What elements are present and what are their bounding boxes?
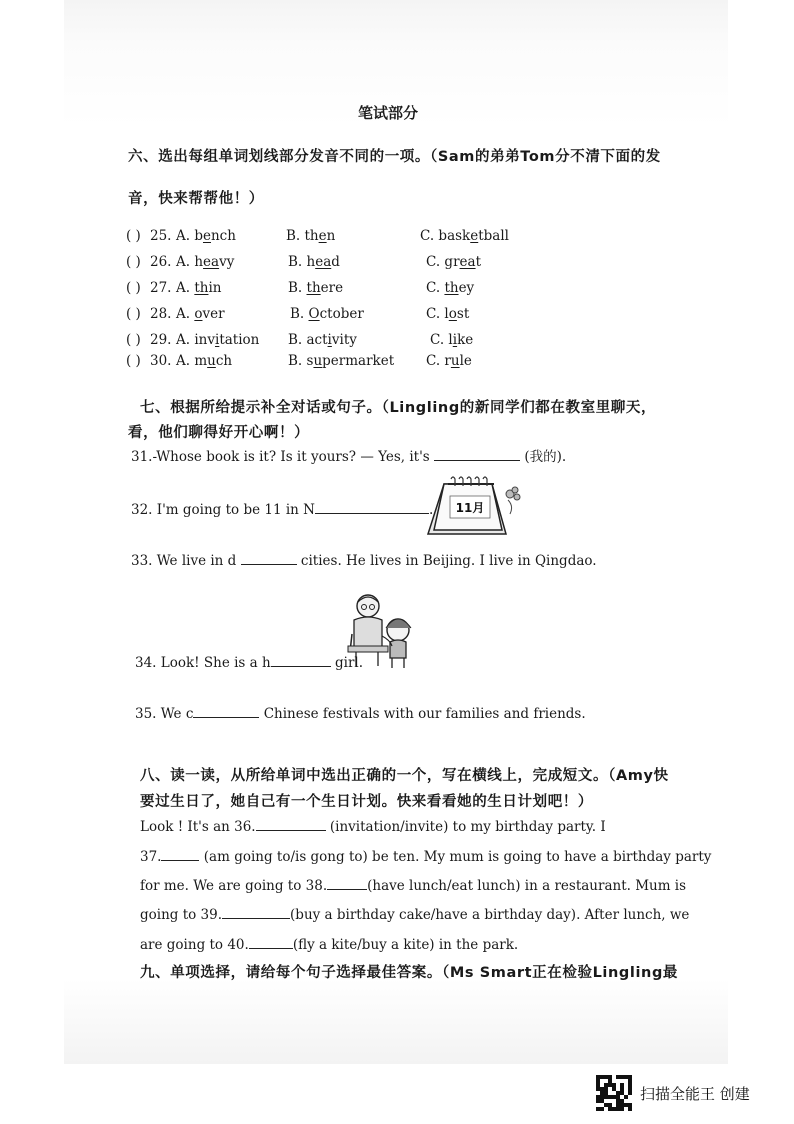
q32-text: 32. I'm going to be 11 in N bbox=[131, 502, 315, 518]
page-title: 笔试部分 bbox=[358, 104, 419, 122]
question-34 bbox=[135, 654, 363, 672]
q33-text: 33. We live in d bbox=[131, 553, 237, 569]
option-a-pre: A. h bbox=[176, 254, 204, 270]
q39-text: going to 39. bbox=[140, 907, 223, 923]
option-c-pre: C. gr bbox=[426, 254, 460, 270]
option-b-underlined: O bbox=[308, 306, 320, 322]
passage-line-2 bbox=[140, 848, 711, 866]
option-c-pre: C. bask bbox=[420, 228, 471, 244]
option-a-pre: A. bbox=[176, 280, 195, 296]
option-a bbox=[176, 227, 236, 245]
option-b bbox=[288, 352, 394, 370]
option-c-underlined: e bbox=[470, 228, 479, 244]
option-b bbox=[290, 305, 364, 323]
option-b-underlined: th bbox=[306, 280, 321, 296]
q32-blank[interactable] bbox=[315, 501, 429, 514]
passage-line-3 bbox=[140, 877, 686, 895]
q38-blank[interactable] bbox=[327, 877, 367, 890]
option-a-post: tation bbox=[219, 332, 260, 348]
question-number: 30. bbox=[150, 353, 172, 369]
q34-text-end: girl. bbox=[334, 655, 364, 671]
option-b-post: permarket bbox=[322, 353, 395, 369]
passage-line-4 bbox=[140, 906, 689, 924]
passage-line-5 bbox=[140, 936, 518, 954]
option-c-pre: C. r bbox=[426, 353, 451, 369]
answer-bracket[interactable]: ( ) bbox=[126, 353, 141, 369]
option-c-post: le bbox=[459, 353, 472, 369]
passage-line-1 bbox=[140, 818, 606, 836]
calendar-illustration bbox=[424, 474, 524, 538]
option-c-post: ke bbox=[457, 332, 474, 348]
option-b-pre: B. h bbox=[288, 254, 316, 270]
q37-options: (am going to/is gong to) be ten. My mum is going to have a birthday party bbox=[203, 849, 712, 865]
option-b-underlined: u bbox=[313, 353, 323, 369]
question-35 bbox=[135, 705, 586, 723]
section8-heading-cont: 要过生日了，她自己有一个生日计划。快来看看她的生日计划吧！） bbox=[140, 794, 593, 810]
option-a bbox=[176, 331, 259, 349]
answer-bracket[interactable]: ( ) bbox=[126, 280, 141, 296]
option-a-post: in bbox=[208, 280, 222, 296]
answer-bracket[interactable]: ( ) bbox=[126, 254, 141, 270]
option-b bbox=[288, 279, 343, 297]
question-number: 26. bbox=[150, 254, 172, 270]
option-b-pre: B. act bbox=[288, 332, 328, 348]
option-c-pre: C. l bbox=[430, 332, 453, 348]
q31-text: 31.-Whose book is it? Is it yours? — Yes, it's bbox=[131, 449, 430, 465]
q33-text-end: cities. He lives in Beijing. I live in Qingdao. bbox=[300, 553, 597, 569]
option-a-underlined: i bbox=[214, 332, 220, 348]
option-a-post: ch bbox=[215, 353, 233, 369]
q35-text-end: Chinese festivals with our families and friends. bbox=[263, 706, 586, 722]
option-a-pre: A. inv bbox=[176, 332, 215, 348]
page-margin bbox=[728, 0, 794, 1124]
question-number: 27. bbox=[150, 280, 172, 296]
q33-blank[interactable] bbox=[241, 552, 297, 565]
option-b-pre: B. s bbox=[288, 353, 314, 369]
q38-options: (have lunch/eat lunch) in a restaurant. Mum is bbox=[367, 878, 687, 894]
q40-blank[interactable] bbox=[249, 936, 293, 949]
option-b-pre: B. bbox=[290, 306, 309, 322]
option-b-underlined: ea bbox=[315, 254, 332, 270]
question-number: 25. bbox=[150, 228, 172, 244]
q31-hint: (我的). bbox=[524, 449, 567, 465]
option-c-underlined: u bbox=[450, 353, 460, 369]
qr-code-icon bbox=[596, 1075, 632, 1111]
option-c-post: tball bbox=[478, 228, 509, 244]
q36-text: Look ! It's an 36. bbox=[140, 819, 256, 835]
q38-text: for me. We are going to 38. bbox=[140, 878, 328, 894]
section7-heading-cont: 看，他们聊得好开心啊！） bbox=[128, 425, 310, 441]
option-c bbox=[430, 331, 473, 349]
calendar-label: 11月 bbox=[455, 501, 485, 515]
question-31 bbox=[131, 448, 566, 466]
option-b-pre: B. bbox=[288, 280, 307, 296]
q34-blank[interactable] bbox=[271, 654, 331, 667]
option-b-pre: B. th bbox=[286, 228, 319, 244]
option-c-pre: C. l bbox=[426, 306, 449, 322]
option-c-post: st bbox=[456, 306, 470, 322]
option-b-underlined: i bbox=[327, 332, 332, 348]
option-c bbox=[426, 352, 472, 370]
option-c-post: ey bbox=[458, 280, 475, 296]
option-c bbox=[426, 305, 469, 323]
option-c-underlined: o bbox=[448, 306, 457, 322]
option-b-post: vity bbox=[331, 332, 357, 348]
option-a-post: nch bbox=[210, 228, 236, 244]
q36-options: (invitation/invite) to my birthday party. I bbox=[329, 819, 606, 835]
watermark-text: 扫描全能王 创建 bbox=[640, 1084, 750, 1103]
q40-options: (fly a kite/buy a kite) in the park. bbox=[292, 937, 519, 953]
option-b-post: ere bbox=[320, 280, 344, 296]
option-a-pre: A. b bbox=[176, 228, 203, 244]
q39-options: (buy a birthday cake/have a birthday day). After lunch, we bbox=[290, 907, 690, 923]
section7-heading: 七、根据所给提示补全对话或句子。（Lingling的新同学们都在教室里聊天， bbox=[140, 400, 657, 416]
option-a bbox=[176, 253, 234, 271]
option-b-underlined: e bbox=[318, 228, 327, 244]
option-b-post: ctober bbox=[319, 306, 364, 322]
option-a-pre: A. bbox=[176, 306, 195, 322]
answer-bracket[interactable]: ( ) bbox=[126, 306, 141, 322]
q35-blank[interactable] bbox=[193, 705, 259, 718]
question-33 bbox=[131, 552, 597, 570]
scanner-watermark bbox=[596, 1074, 750, 1112]
question-number: 29. bbox=[150, 332, 172, 348]
answer-bracket[interactable]: ( ) bbox=[126, 228, 141, 244]
option-a-underlined: e bbox=[202, 228, 211, 244]
option-a bbox=[176, 352, 232, 370]
option-c-underlined: ea bbox=[459, 254, 476, 270]
q37-text: 37. bbox=[140, 849, 162, 865]
q35-text: 35. We c bbox=[135, 706, 194, 722]
question-number: 28. bbox=[150, 306, 172, 322]
question-32 bbox=[131, 501, 433, 519]
section6-heading-cont: 音，快来帮帮他！） bbox=[128, 191, 264, 207]
option-a-underlined: th bbox=[194, 280, 209, 296]
section9-heading: 九、单项选择，请给每个句子选择最佳答案。（Ms Smart正在检验Lingling最 bbox=[140, 965, 679, 981]
q39-blank[interactable] bbox=[222, 906, 290, 919]
section6-heading: 六、选出每组单词划线部分发音不同的一项。（Sam的弟弟Tom分不清下面的发 bbox=[128, 149, 661, 165]
option-b-post: n bbox=[326, 228, 336, 244]
q32-end: . bbox=[428, 502, 434, 518]
option-c bbox=[426, 279, 474, 297]
option-a bbox=[176, 279, 221, 297]
q37-blank[interactable] bbox=[161, 848, 199, 861]
q31-blank[interactable] bbox=[434, 448, 520, 461]
option-c-post: t bbox=[475, 254, 482, 270]
section8-heading: 八、读一读，从所给单词中选出正确的一个，写在横线上，完成短文。（Amy快 bbox=[140, 768, 669, 784]
option-b bbox=[288, 253, 340, 271]
option-c bbox=[420, 227, 509, 245]
option-b bbox=[288, 331, 357, 349]
q40-text: are going to 40. bbox=[140, 937, 249, 953]
answer-bracket[interactable]: ( ) bbox=[126, 332, 141, 348]
option-a-underlined: u bbox=[207, 353, 216, 369]
option-a-underlined: ea bbox=[203, 254, 220, 270]
option-a-underlined: o bbox=[194, 306, 203, 322]
option-c-underlined: i bbox=[452, 332, 458, 348]
option-c-underlined: th bbox=[444, 280, 459, 296]
q36-blank[interactable] bbox=[256, 818, 326, 831]
option-a-pre: A. m bbox=[176, 353, 208, 369]
option-a-post: vy bbox=[219, 254, 235, 270]
q34-text: 34. Look! She is a h bbox=[135, 655, 271, 671]
option-b bbox=[286, 227, 335, 245]
option-c-pre: C. bbox=[426, 280, 445, 296]
option-b-post: d bbox=[331, 254, 340, 270]
option-a bbox=[176, 305, 225, 323]
option-a-post: ver bbox=[202, 306, 225, 322]
option-c bbox=[426, 253, 481, 271]
